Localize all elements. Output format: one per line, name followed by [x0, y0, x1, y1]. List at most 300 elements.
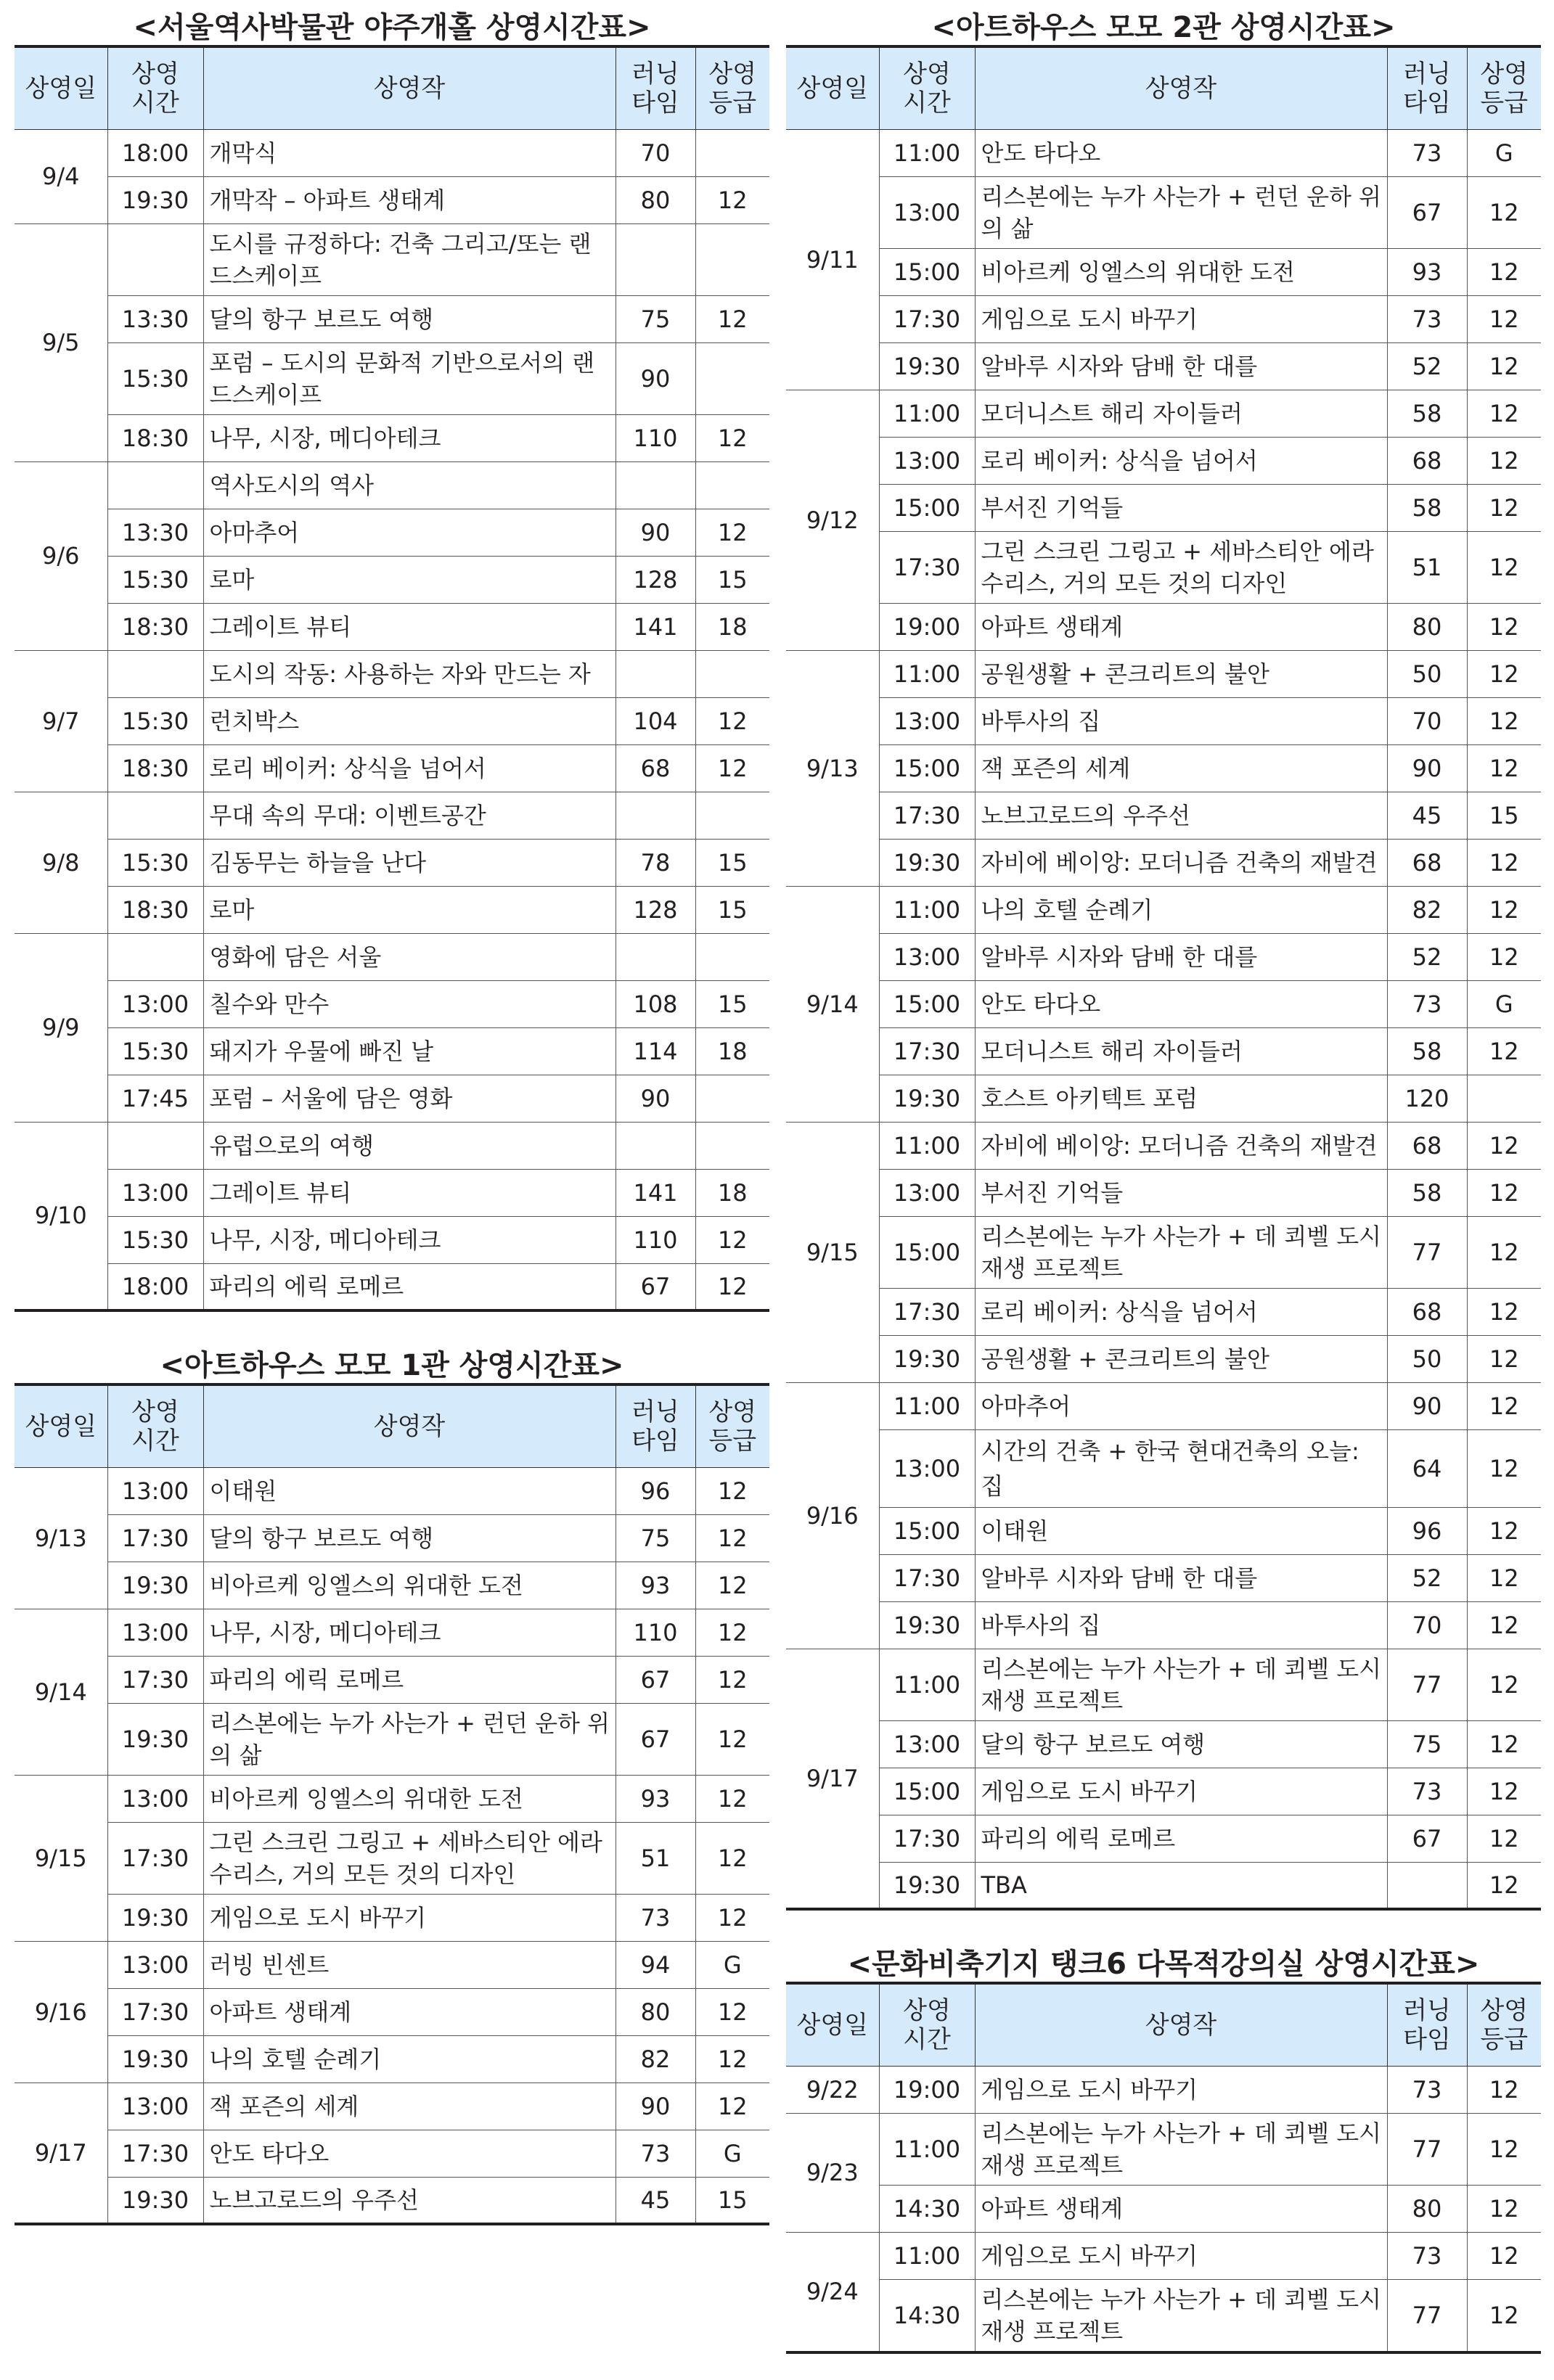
screening-time: 18:00	[107, 1263, 203, 1310]
running-time: 73	[1387, 295, 1467, 342]
header-title: 상영작	[203, 1384, 616, 1467]
age-rating	[695, 342, 769, 414]
header-rating: 상영 등급	[1467, 46, 1541, 129]
screening-date: 9/16	[786, 1382, 879, 1649]
table-row	[15, 2130, 769, 2177]
screening-date: 9/10	[15, 1122, 107, 1310]
running-time: 52	[1387, 342, 1467, 390]
screening-time: 13:00	[107, 1467, 203, 1514]
age-rating: 12	[1467, 1507, 1541, 1554]
screening-time: 17:30	[107, 1514, 203, 1562]
running-time: 93	[1387, 248, 1467, 295]
screening-time: 11:00	[879, 129, 975, 176]
screening-time: 15:00	[879, 980, 975, 1027]
table-row	[15, 223, 769, 295]
age-rating	[695, 461, 769, 509]
age-rating: 12	[695, 1822, 769, 1894]
table-row	[786, 1169, 1541, 1216]
film-title: TBA	[975, 1862, 1387, 1909]
table-row	[15, 744, 769, 792]
age-rating: 12	[695, 1609, 769, 1656]
age-rating: 12	[1467, 2113, 1541, 2185]
schedule-section	[786, 0, 1541, 1911]
running-time: 67	[1387, 176, 1467, 248]
header-title: 상영작	[203, 46, 616, 129]
film-title: 역사도시의 역사	[203, 461, 616, 509]
age-rating: 15	[695, 556, 769, 603]
section-title: <아트하우스 모모 1관 상영시간표>	[160, 1349, 624, 1382]
screening-time: 13:00	[107, 1775, 203, 1822]
film-title: 포럼 – 도시의 문화적 기반으로서의 랜드스케이프	[203, 342, 616, 414]
age-rating	[1467, 1075, 1541, 1122]
film-title: 달의 항구 보르도 여행	[203, 295, 616, 342]
film-title: 파리의 에릭 로메르	[203, 1263, 616, 1310]
film-title: 잭 포즌의 세계	[975, 744, 1387, 792]
screening-time: 14:30	[879, 2185, 975, 2232]
table-row	[786, 980, 1541, 1027]
age-rating	[695, 933, 769, 980]
table-row	[786, 531, 1541, 603]
film-title: 나무, 시장, 메디아테크	[203, 414, 616, 461]
table-row	[786, 1382, 1541, 1429]
film-title: 김동무는 하늘을 난다	[203, 839, 616, 886]
age-rating: 12	[695, 1988, 769, 2035]
film-title: 나의 호텔 순례기	[203, 2035, 616, 2082]
film-title: 파리의 에릭 로메르	[975, 1815, 1387, 1862]
age-rating	[695, 650, 769, 697]
header-title: 상영작	[975, 1983, 1387, 2066]
running-time: 78	[616, 839, 695, 886]
table-row	[786, 2185, 1541, 2232]
screening-time: 13:00	[879, 1169, 975, 1216]
table-row	[15, 342, 769, 414]
age-rating: 12	[1467, 744, 1541, 792]
age-rating: 12	[1467, 1335, 1541, 1382]
film-title: 돼지가 우물에 빠진 날	[203, 1027, 616, 1075]
film-title: 비아르케 잉엘스의 위대한 도전	[203, 1562, 616, 1609]
film-title: 아파트 생태계	[203, 1988, 616, 2035]
running-time: 90	[616, 509, 695, 556]
screening-date: 9/7	[15, 650, 107, 792]
film-title: 알바루 시자와 담배 한 대를	[975, 342, 1387, 390]
screening-time: 13:00	[879, 1720, 975, 1768]
age-rating: 12	[1467, 176, 1541, 248]
section-title: <서울역사박물관 야주개홀 상영시간표>	[133, 11, 651, 44]
age-rating: 12	[1467, 248, 1541, 295]
screening-date: 9/23	[786, 2113, 879, 2232]
running-time: 58	[1387, 390, 1467, 437]
age-rating: 12	[1467, 1122, 1541, 1169]
screening-time: 11:00	[879, 650, 975, 697]
age-rating: 12	[1467, 839, 1541, 886]
running-time	[1387, 1862, 1467, 1909]
table-row	[15, 886, 769, 933]
screening-time: 13:00	[107, 980, 203, 1027]
age-rating: 12	[695, 1775, 769, 1822]
screening-time: 19:00	[879, 603, 975, 650]
header-date: 상영일	[15, 1384, 107, 1467]
age-rating: 12	[1467, 295, 1541, 342]
screening-time: 13:30	[107, 509, 203, 556]
table-row	[786, 1429, 1541, 1507]
running-time: 52	[1387, 933, 1467, 980]
screening-date: 9/17	[786, 1649, 879, 1909]
table-row	[15, 1609, 769, 1656]
table-row	[15, 1894, 769, 1941]
running-time: 73	[1387, 2232, 1467, 2279]
film-title: 비아르케 잉엘스의 위대한 도전	[203, 1775, 616, 1822]
table-row	[786, 1335, 1541, 1382]
table-row	[15, 1467, 769, 1514]
film-title: 리스본에는 누가 사는가 + 데 쾨벨 도시재생 프로젝트	[975, 2113, 1387, 2185]
film-title: 로리 베이커: 상식을 넘어서	[975, 437, 1387, 484]
film-title: 달의 항구 보르도 여행	[975, 1720, 1387, 1768]
table-row	[15, 650, 769, 697]
running-time: 114	[616, 1027, 695, 1075]
film-title: 로마	[203, 556, 616, 603]
screening-date: 9/5	[15, 223, 107, 461]
table-row	[786, 1862, 1541, 1909]
screening-time: 15:00	[879, 1768, 975, 1815]
screening-time: 15:30	[107, 342, 203, 414]
table-row	[786, 295, 1541, 342]
running-time: 82	[616, 2035, 695, 2082]
film-title: 안도 타다오	[975, 129, 1387, 176]
screening-time: 19:30	[107, 1562, 203, 1609]
film-title: 안도 타다오	[975, 980, 1387, 1027]
screening-date: 9/9	[15, 933, 107, 1122]
film-title: 게임으로 도시 바꾸기	[975, 2066, 1387, 2113]
screening-time: 17:30	[107, 2130, 203, 2177]
film-title: 알바루 시자와 담배 한 대를	[975, 1554, 1387, 1601]
running-time: 128	[616, 556, 695, 603]
screening-time: 11:00	[879, 1122, 975, 1169]
screening-time: 19:30	[879, 342, 975, 390]
screening-date: 9/12	[786, 390, 879, 650]
running-time: 94	[616, 1941, 695, 1988]
film-title: 리스본에는 누가 사는가 + 런던 운하 위의 삶	[203, 1703, 616, 1775]
film-title: 바투사의 집	[975, 1601, 1387, 1649]
running-time: 52	[1387, 1554, 1467, 1601]
screening-time: 13:00	[879, 437, 975, 484]
table-row	[15, 1075, 769, 1122]
screening-time: 19:30	[107, 1894, 203, 1941]
age-rating: 12	[1467, 1169, 1541, 1216]
section-title: <문화비축기지 탱크6 다목적강의실 상영시간표>	[847, 1948, 1480, 1981]
header-runtime: 러닝 타임	[616, 46, 695, 129]
header-runtime: 러닝 타임	[1387, 46, 1467, 129]
header-time: 상영 시간	[879, 46, 975, 129]
film-title: 도시의 작동: 사용하는 자와 만드는 자	[203, 650, 616, 697]
film-title: 파리의 에릭 로메르	[203, 1656, 616, 1703]
age-rating: 12	[695, 1514, 769, 1562]
table-row	[786, 2279, 1541, 2352]
film-title: 아파트 생태계	[975, 603, 1387, 650]
running-time: 90	[1387, 1382, 1467, 1429]
screening-date: 9/13	[786, 650, 879, 886]
table-row	[786, 1027, 1541, 1075]
running-time: 67	[616, 1656, 695, 1703]
running-time	[616, 792, 695, 839]
film-title: 이태원	[203, 1467, 616, 1514]
table-row	[15, 933, 769, 980]
film-title: 유럽으로의 여행	[203, 1122, 616, 1169]
age-rating: 18	[695, 1169, 769, 1216]
table-row	[786, 650, 1541, 697]
header-title: 상영작	[975, 46, 1387, 129]
age-rating: 12	[695, 1894, 769, 1941]
table-row	[15, 1514, 769, 1562]
screening-date: 9/13	[15, 1467, 107, 1609]
table-row	[15, 295, 769, 342]
film-title: 모더니스트 해리 자이들러	[975, 390, 1387, 437]
age-rating: 12	[1467, 437, 1541, 484]
table-row	[15, 1988, 769, 2035]
screening-time: 19:30	[879, 1862, 975, 1909]
screening-time: 17:30	[879, 792, 975, 839]
age-rating: 12	[695, 1263, 769, 1310]
screening-time: 15:00	[879, 1507, 975, 1554]
screening-time: 15:00	[879, 248, 975, 295]
table-row	[15, 1656, 769, 1703]
film-title: 게임으로 도시 바꾸기	[203, 1894, 616, 1941]
running-time: 80	[1387, 2185, 1467, 2232]
screening-time: 17:45	[107, 1075, 203, 1122]
table-row	[786, 1768, 1541, 1815]
age-rating	[695, 792, 769, 839]
table-row	[15, 839, 769, 886]
age-rating: 12	[695, 295, 769, 342]
screening-time: 15:30	[107, 1027, 203, 1075]
running-time: 67	[616, 1263, 695, 1310]
age-rating: 12	[1467, 1554, 1541, 1601]
running-time: 68	[1387, 1288, 1467, 1335]
running-time: 104	[616, 697, 695, 744]
running-time: 77	[1387, 1216, 1467, 1288]
age-rating: 12	[695, 509, 769, 556]
header-time: 상영 시간	[107, 46, 203, 129]
header-rating: 상영 등급	[1467, 1983, 1541, 2066]
screening-time: 11:00	[879, 886, 975, 933]
table-row	[15, 2035, 769, 2082]
screening-time: 15:30	[107, 697, 203, 744]
table-row	[15, 1562, 769, 1609]
running-time: 68	[1387, 437, 1467, 484]
age-rating: G	[1467, 129, 1541, 176]
running-time: 110	[616, 414, 695, 461]
film-title: 자비에 베이앙: 모더니즘 건축의 재발견	[975, 839, 1387, 886]
age-rating: 12	[1467, 1815, 1541, 1862]
age-rating: 12	[1467, 1027, 1541, 1075]
table-row	[15, 792, 769, 839]
screening-time: 11:00	[879, 1649, 975, 1720]
age-rating: 12	[1467, 1720, 1541, 1768]
age-rating: 12	[695, 697, 769, 744]
table-row	[15, 1216, 769, 1263]
screening-date: 9/24	[786, 2232, 879, 2352]
film-title: 이태원	[975, 1507, 1387, 1554]
running-time: 77	[1387, 1649, 1467, 1720]
screening-date: 9/11	[786, 129, 879, 390]
table-row	[786, 248, 1541, 295]
film-title: 노브고로드의 우주선	[975, 792, 1387, 839]
running-time: 77	[1387, 2113, 1467, 2185]
film-title: 비아르케 잉엘스의 위대한 도전	[975, 248, 1387, 295]
age-rating	[695, 223, 769, 295]
film-title: 시간의 건축 + 한국 현대건축의 오늘: 집	[975, 1429, 1387, 1507]
screening-time: 13:00	[879, 933, 975, 980]
running-time: 110	[616, 1216, 695, 1263]
table-row	[15, 603, 769, 650]
film-title: 도시를 규정하다: 건축 그리고/또는 랜드스케이프	[203, 223, 616, 295]
running-time: 90	[1387, 744, 1467, 792]
age-rating: 12	[1467, 933, 1541, 980]
table-row	[786, 484, 1541, 531]
running-time: 70	[1387, 697, 1467, 744]
screening-time: 19:30	[879, 1335, 975, 1382]
running-time: 96	[1387, 1507, 1467, 1554]
running-time: 80	[1387, 603, 1467, 650]
running-time: 50	[1387, 650, 1467, 697]
screening-time	[107, 650, 203, 697]
running-time: 50	[1387, 1335, 1467, 1382]
header-row	[15, 1384, 769, 1467]
screening-time	[107, 792, 203, 839]
screening-time: 18:30	[107, 414, 203, 461]
running-time: 90	[616, 2082, 695, 2130]
age-rating: 12	[1467, 1382, 1541, 1429]
header-runtime: 러닝 타임	[616, 1384, 695, 1467]
screening-time: 11:00	[879, 2113, 975, 2185]
table-row	[786, 697, 1541, 744]
age-rating: 12	[1467, 531, 1541, 603]
running-time: 73	[1387, 129, 1467, 176]
header-row	[786, 1983, 1541, 2066]
running-time: 68	[616, 744, 695, 792]
header-runtime: 러닝 타임	[1387, 1983, 1467, 2066]
screening-time: 13:00	[107, 2082, 203, 2130]
film-title: 자비에 베이앙: 모더니즘 건축의 재발견	[975, 1122, 1387, 1169]
age-rating: 12	[695, 414, 769, 461]
film-title: 그린 스크린 그링고 + 세바스티안 에라수리스, 거의 모든 것의 디자인	[975, 531, 1387, 603]
running-time: 51	[616, 1822, 695, 1894]
screening-time: 19:30	[879, 1075, 975, 1122]
screening-date: 9/22	[786, 2066, 879, 2113]
age-rating: G	[1467, 980, 1541, 1027]
screening-time: 19:30	[107, 2035, 203, 2082]
age-rating: 12	[1467, 1768, 1541, 1815]
film-title: 공원생활 + 콘크리트의 불안	[975, 650, 1387, 697]
film-title: 영화에 담은 서울	[203, 933, 616, 980]
header-date: 상영일	[15, 46, 107, 129]
film-title: 노브고로드의 우주선	[203, 2177, 616, 2224]
table-row	[786, 1288, 1541, 1335]
film-title: 아파트 생태계	[975, 2185, 1387, 2232]
running-time	[616, 223, 695, 295]
screening-time: 18:30	[107, 603, 203, 650]
table-row	[15, 697, 769, 744]
screening-time: 17:30	[879, 531, 975, 603]
schedule-section	[15, 1338, 769, 2225]
film-title: 잭 포즌의 세계	[203, 2082, 616, 2130]
table-row	[15, 1263, 769, 1310]
age-rating: 12	[695, 1467, 769, 1514]
film-title: 리스본에는 누가 사는가 + 데 쾨벨 도시재생 프로젝트	[975, 1649, 1387, 1720]
running-time: 93	[616, 1562, 695, 1609]
running-time: 58	[1387, 484, 1467, 531]
running-time	[616, 650, 695, 697]
screening-time: 18:30	[107, 744, 203, 792]
screening-date: 9/8	[15, 792, 107, 933]
running-time	[616, 461, 695, 509]
age-rating: 12	[695, 2035, 769, 2082]
table-row	[15, 1169, 769, 1216]
age-rating: G	[695, 2130, 769, 2177]
table-row	[786, 1720, 1541, 1768]
schedule-table	[786, 45, 1541, 1911]
age-rating	[695, 129, 769, 176]
table-row	[15, 2082, 769, 2130]
age-rating: 12	[1467, 2185, 1541, 2232]
screening-time: 17:30	[879, 1288, 975, 1335]
film-title: 알바루 시자와 담배 한 대를	[975, 933, 1387, 980]
screening-date: 9/14	[786, 886, 879, 1122]
screening-time: 19:00	[879, 2066, 975, 2113]
table-row	[15, 1941, 769, 1988]
age-rating: 12	[1467, 2232, 1541, 2279]
film-title: 달의 항구 보르도 여행	[203, 1514, 616, 1562]
screening-date: 9/4	[15, 129, 107, 223]
table-row	[786, 1554, 1541, 1601]
film-title: 러빙 빈센트	[203, 1941, 616, 1988]
table-row	[786, 933, 1541, 980]
screening-time: 19:30	[107, 176, 203, 223]
table-row	[786, 129, 1541, 176]
film-title: 로리 베이커: 상식을 넘어서	[203, 744, 616, 792]
header-row	[786, 46, 1541, 129]
age-rating: 12	[1467, 1429, 1541, 1507]
screening-time: 13:00	[107, 1609, 203, 1656]
film-title: 안도 타다오	[203, 2130, 616, 2177]
table-row	[15, 176, 769, 223]
screening-time: 15:30	[107, 556, 203, 603]
screening-time: 17:30	[879, 1027, 975, 1075]
table-row	[15, 1822, 769, 1894]
film-title: 모더니스트 해리 자이들러	[975, 1027, 1387, 1075]
screening-time: 19:30	[107, 2177, 203, 2224]
running-time: 93	[616, 1775, 695, 1822]
table-row	[786, 744, 1541, 792]
screening-time: 13:00	[879, 697, 975, 744]
running-time: 77	[1387, 2279, 1467, 2352]
screening-time: 13:00	[107, 1941, 203, 1988]
schedule-section	[15, 0, 769, 1312]
film-title: 포럼 – 서울에 담은 영화	[203, 1075, 616, 1122]
age-rating: 12	[695, 744, 769, 792]
running-time: 73	[1387, 980, 1467, 1027]
table-row	[786, 1075, 1541, 1122]
film-title: 그레이트 뷰티	[203, 603, 616, 650]
age-rating: 12	[1467, 886, 1541, 933]
running-time: 120	[1387, 1075, 1467, 1122]
screening-time: 17:30	[879, 1815, 975, 1862]
running-time	[616, 933, 695, 980]
right-column	[786, 0, 1541, 2380]
screening-time	[107, 933, 203, 980]
screening-date: 9/16	[15, 1941, 107, 2082]
table-row	[786, 603, 1541, 650]
screening-time: 13:00	[879, 1429, 975, 1507]
